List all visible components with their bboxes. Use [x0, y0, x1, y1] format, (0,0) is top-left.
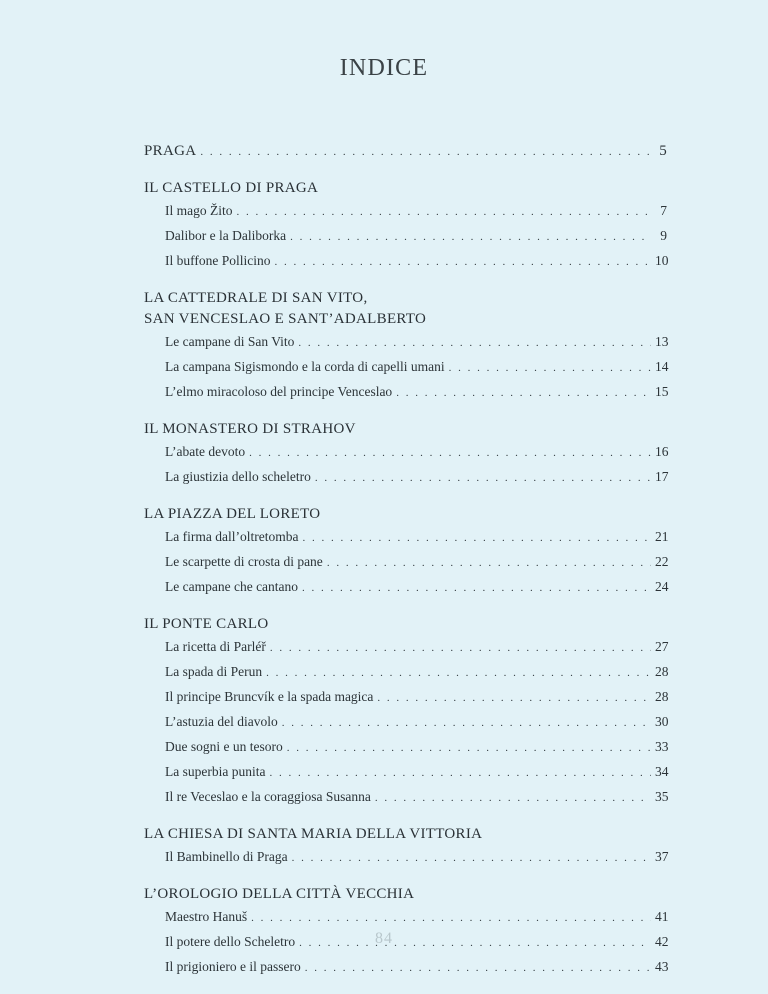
dot-leader: [302, 527, 651, 550]
dot-leader: [298, 332, 651, 355]
toc-section-title: IL MONASTERO DI STRAHOV: [144, 421, 356, 437]
toc-page-number: 7: [660, 203, 667, 218]
dot-leader: [377, 687, 651, 710]
toc-entry-label: Il potere dello Scheletro: [165, 934, 296, 949]
toc-page-number: 28: [655, 664, 669, 679]
toc-entry-label: L’elmo miracoloso del principe Venceslao: [165, 384, 393, 399]
toc-entry-label: Il Bambinello di Praga: [165, 849, 288, 864]
dot-leader: [270, 637, 651, 660]
dot-leader: [269, 762, 651, 785]
dot-leader: [237, 201, 652, 224]
toc-page-number: 43: [655, 959, 669, 974]
toc-entry: [144, 760, 667, 785]
toc-page-number: 28: [655, 689, 669, 704]
toc-entry-label: L’astuzia del diavolo: [165, 714, 278, 729]
dot-leader: [292, 847, 651, 870]
toc-entry: [144, 224, 667, 249]
toc-entry: [144, 355, 667, 380]
toc-page-number: 30: [655, 714, 669, 729]
toc-page-number: 24: [655, 579, 669, 594]
toc-page-number: 35: [655, 789, 669, 804]
toc-section: [144, 419, 667, 490]
dot-leader: [327, 552, 651, 575]
dot-leader: [249, 442, 651, 465]
toc-page-number: 22: [655, 554, 669, 569]
toc-section-title: IL PONTE CARLO: [144, 616, 269, 632]
page-title: INDICE: [339, 55, 429, 81]
toc-entry-label: Il re Veceslao e la coraggiosa Susanna: [165, 789, 371, 804]
dot-leader: [449, 357, 651, 380]
toc-entry-label: Il prigioniero e il passero: [165, 959, 301, 974]
toc-page-number: 15: [655, 384, 669, 399]
toc-entry: [144, 575, 667, 600]
toc-entry: [144, 249, 667, 274]
toc-entry-label: La firma dall’oltretomba: [165, 529, 299, 544]
toc-entry-label: Le campane che cantano: [165, 579, 299, 594]
toc-entry: [144, 785, 667, 810]
toc-entry: [144, 465, 667, 490]
toc-entry: [144, 845, 667, 870]
toc-section: [144, 504, 667, 600]
toc-entry-label: La superbia punita: [165, 764, 266, 779]
toc-entry: [144, 380, 667, 405]
dot-leader: [275, 251, 652, 274]
toc-section: [144, 614, 667, 810]
dot-leader: [305, 957, 651, 980]
toc-page-number: 42: [655, 934, 669, 949]
toc-entry: [144, 660, 667, 685]
toc-entry-label: La ricetta di Parléř: [165, 639, 266, 654]
toc-entry-label: L’abate devoto: [165, 444, 246, 459]
toc-section-title: LA CHIESA DI SANTA MARIA DELLA VITTORIA: [144, 826, 483, 842]
toc-entry: [144, 635, 667, 660]
toc-page-number: 33: [655, 739, 669, 754]
toc-page-number: 16: [655, 444, 669, 459]
toc-page-number: 9: [660, 228, 667, 243]
toc-page-number: 41: [655, 909, 669, 924]
toc-entry: [144, 955, 667, 980]
toc-page-number: 37: [655, 849, 669, 864]
toc-entry-label: Maestro Hanuš: [165, 909, 248, 924]
toc-page-number: 5: [659, 143, 667, 159]
toc-page-number: 17: [655, 469, 669, 484]
toc-entry: [144, 710, 667, 735]
toc-entry-label: Dalibor e la Daliborka: [165, 228, 287, 243]
toc-section: [144, 178, 667, 274]
toc-entry: [144, 140, 667, 164]
toc-section: [144, 140, 667, 164]
dot-leader: [200, 141, 651, 164]
toc-section-title: PRAGA: [144, 143, 197, 159]
dot-leader: [251, 907, 651, 930]
toc-entry-label: La spada di Perun: [165, 664, 263, 679]
dot-leader: [375, 787, 651, 810]
dot-leader: [290, 226, 651, 249]
toc-entry: [144, 199, 667, 224]
dot-leader: [287, 737, 651, 760]
toc-entry: [144, 550, 667, 575]
toc-section: [144, 288, 667, 405]
toc-entry-label: Il buffone Pollicino: [165, 253, 271, 268]
toc-page-number: 21: [655, 529, 669, 544]
toc-entry: [144, 525, 667, 550]
toc-entry-label: La giustizia dello scheletro: [165, 469, 311, 484]
dot-leader: [315, 467, 651, 490]
dot-leader: [266, 662, 651, 685]
dot-leader: [282, 712, 651, 735]
toc-section-title: L’OROLOGIO DELLA CITTÀ VECCHIA: [144, 886, 415, 902]
toc-section-title: IL CASTELLO DI PRAGA: [144, 180, 319, 196]
toc-page-number: 27: [655, 639, 669, 654]
toc-entry-label: Il principe Bruncvík e la spada magica: [165, 689, 374, 704]
toc-entry: [144, 735, 667, 760]
toc-entry-label: La campana Sigismondo e la corda di capelli umani: [165, 359, 445, 374]
toc-page-number: 13: [655, 334, 669, 349]
toc-section-title: LA CATTEDRALE DI SAN VITO,: [144, 290, 368, 306]
table-of-contents: [144, 140, 667, 994]
toc-section-title: LA PIAZZA DEL LORETO: [144, 506, 321, 522]
toc-entry: [144, 440, 667, 465]
toc-page-number: 14: [655, 359, 669, 374]
toc-entry-label: Le scarpette di crosta di pane: [165, 554, 323, 569]
toc-section-title-line2: SAN VENCESLAO E SANT’ADALBERTO: [144, 311, 427, 327]
page-number: 84: [375, 930, 393, 947]
toc-page-number: 10: [655, 253, 669, 268]
toc-entry-label: Il mago Žito: [165, 203, 233, 218]
dot-leader: [302, 577, 651, 600]
toc-page-number: 34: [655, 764, 669, 779]
toc-entry: [144, 330, 667, 355]
toc-entry: [144, 685, 667, 710]
toc-entry: [144, 905, 667, 930]
toc-section: [144, 824, 667, 870]
dot-leader: [396, 382, 651, 405]
toc-entry-label: Due sogni e un tesoro: [165, 739, 283, 754]
toc-entry-label: Le campane di San Vito: [165, 334, 295, 349]
